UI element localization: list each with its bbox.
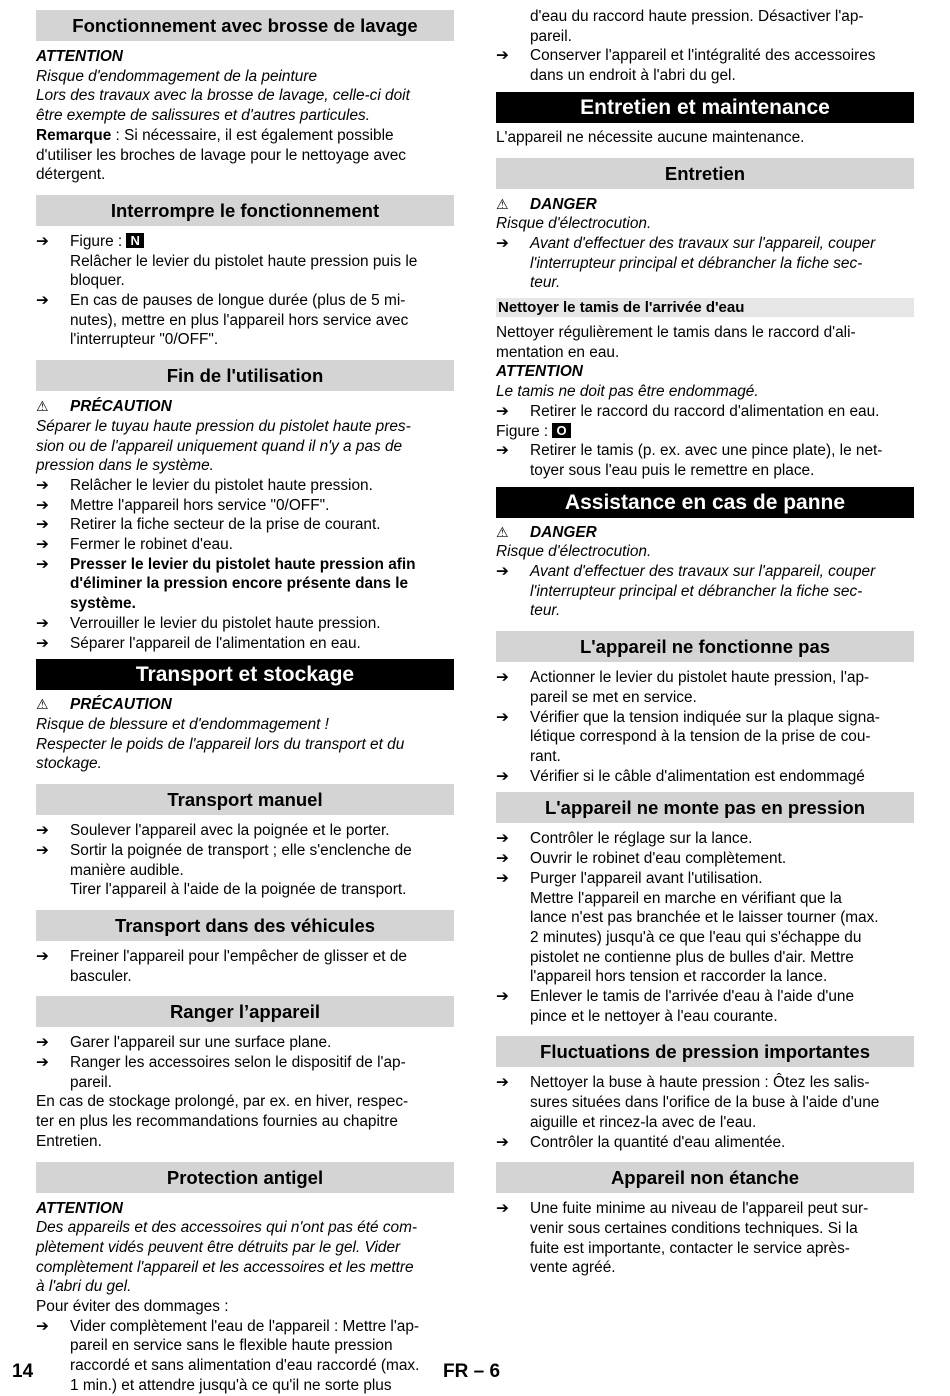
- figure-reference: Figure : O: [496, 422, 914, 442]
- body-text: ter en plus les recommandations fournies au chapitre: [36, 1113, 398, 1131]
- list-item: ➔ Freiner l'appareil pour l'empêcher de glisser et de basculer.: [36, 947, 407, 985]
- arrow-icon: ➔: [36, 822, 49, 840]
- warning-text: être exempte de salissures et d'autres particules.: [36, 107, 371, 125]
- arrow-icon: ➔: [36, 1034, 49, 1052]
- section-heading-ne-fonctionne: L'appareil ne fonctionne pas: [496, 631, 914, 662]
- arrow-icon: ➔: [36, 292, 49, 310]
- warning-icon: ⚠: [36, 696, 49, 713]
- caution-label: ⚠ PRÉCAUTION: [36, 696, 172, 714]
- arrow-icon: ➔: [496, 47, 509, 65]
- list-item: ➔ Relâcher le levier du pistolet haute pression.: [36, 476, 373, 494]
- section-heading-entretien: Entretien: [496, 158, 914, 189]
- arrow-icon: ➔: [496, 669, 509, 687]
- section-heading-pression: L'appareil ne monte pas en pression: [496, 792, 914, 823]
- attention-label: ATTENTION: [36, 1199, 123, 1217]
- list-item: ➔ Presser le levier du pistolet haute pression afin d'éliminer la pression encore présente dans le système.: [36, 555, 416, 613]
- warning-text: Des appareils et des accessoires qui n'ont pas été com-: [36, 1219, 418, 1237]
- warning-text: Séparer le tuyau haute pression du pistolet haute pres-: [36, 417, 411, 435]
- arrow-icon: ➔: [496, 234, 509, 252]
- body-text: En cas de stockage prolongé, par ex. en hiver, respec-: [36, 1093, 409, 1111]
- warning-text: Risque d'électrocution.: [496, 215, 652, 233]
- warning-icon: ⚠: [496, 523, 509, 540]
- list-item: ➔ Ranger les accessoires selon le dispositif de l'ap- pareil.: [36, 1054, 406, 1091]
- arrow-icon: ➔: [36, 947, 49, 965]
- chapter-heading-panne: Assistance en cas de panne: [496, 487, 914, 518]
- list-item: ➔ Retirer le raccord du raccord d'alimentation en eau.: [496, 402, 880, 420]
- list-item: ➔ Verrouiller le levier du pistolet haute pression.: [36, 614, 381, 632]
- section-heading-antigel: Protection antigel: [36, 1162, 454, 1193]
- warning-icon: ⚠: [36, 398, 49, 415]
- body-text: L'appareil ne nécessite aucune maintenance.: [496, 128, 805, 146]
- list-item: ➔ Ouvrir le robinet d'eau complètement.: [496, 850, 787, 868]
- warning-text: pression dans le système.: [36, 457, 214, 475]
- list-item: ➔ Nettoyer la buse à haute pression : Ôtez les salis- sures situées dans l'orifice de la buse à l'aide d'une aiguille et rincez-la avec de l'eau.: [496, 1074, 880, 1131]
- arrow-icon: ➔: [36, 516, 49, 534]
- section-heading-fluctuations: Fluctuations de pression importantes: [496, 1036, 914, 1067]
- danger-label: ⚠ DANGER: [496, 523, 597, 541]
- list-item: ➔ Vérifier que la tension indiquée sur la plaque signa- létique correspond à la tension de la prise de cou- rant.: [496, 708, 880, 765]
- warning-text: sion ou de l'appareil uniquement quand il n'y a pas de: [36, 437, 403, 455]
- section-heading-etanche: Appareil non étanche: [496, 1162, 914, 1193]
- list-item: ➔ Retirer le tamis (p. ex. avec une pince plate), le net- toyer sous l'eau puis le remettre en place.: [496, 442, 883, 479]
- arrow-icon: ➔: [496, 1133, 509, 1151]
- warning-text: stockage.: [36, 755, 102, 773]
- section-heading-manuel: Transport manuel: [36, 784, 454, 815]
- page-number: 14: [12, 1361, 34, 1382]
- section-heading-brosse: Fonctionnement avec brosse de lavage: [36, 10, 454, 41]
- arrow-icon: ➔: [496, 1074, 509, 1092]
- list-item: ➔ Une fuite minime au niveau de l'appareil peut sur- venir sous certaines conditions techniques. Si la fuite est importante, contacter le service après- vente agréé.: [496, 1200, 869, 1277]
- section-heading-ranger: Ranger l’appareil: [36, 996, 454, 1027]
- arrow-icon: ➔: [36, 1054, 49, 1072]
- left-column: [36, 10, 454, 1396]
- section-heading-vehicules: Transport dans des véhicules: [36, 910, 454, 941]
- arrow-icon: ➔: [496, 767, 509, 785]
- list-item: ➔ Séparer l'appareil de l'alimentation en eau.: [36, 634, 361, 652]
- arrow-icon: ➔: [36, 232, 49, 250]
- list-item: ➔ Conserver l'appareil et l'intégralité des accessoires dans un endroit à l'abri du gel.: [496, 47, 876, 85]
- section-heading-fin: Fin de l'utilisation: [36, 360, 454, 391]
- figure-key: O: [552, 423, 570, 438]
- arrow-icon: ➔: [36, 634, 49, 652]
- list-item: ➔ Purger l'appareil avant l'utilisation. Mettre l'appareil en marche en vérifiant que la lance n'est pas branchée et le laisser tourner (max. 2 minutes) jusqu'à ce que l'eau qui s'échappe du pistolet ne contienne plus de bulles d'air. Mettre l'appareil hors tension et raccorder la lance.: [496, 869, 879, 986]
- arrow-icon: ➔: [36, 614, 49, 632]
- remark-label: Remarque: [36, 126, 112, 144]
- warning-text: plètement vidés peuvent être détruits par le gel. Vider: [36, 1238, 401, 1256]
- caution-label: ⚠ PRÉCAUTION: [36, 398, 172, 416]
- list-item: ➔ Retirer la fiche secteur de la prise de courant.: [36, 516, 381, 534]
- arrow-icon: ➔: [496, 988, 509, 1006]
- warning-text: complètement l'appareil et les accessoires et les mettre: [36, 1258, 414, 1276]
- arrow-icon: ➔: [496, 1200, 509, 1218]
- subsection-heading-tamis: Nettoyer le tamis de l'arrivée d'eau: [496, 298, 914, 317]
- list-item: ➔ Vider complètement l'eau de l'appareil : Mettre l'ap- pareil en service sans le flexible haute pression raccordé et sans alimentation d'eau raccordé (max. 1 min.) et attendre jusqu'à ce qu'il ne sorte plus: [36, 1317, 420, 1394]
- list-item: ➔ En cas de pauses de longue durée (plus de 5 mi- nutes), mettre en plus l'appareil hors service avec l'interrupteur "0/OFF".: [36, 292, 409, 349]
- attention-label: ATTENTION: [36, 48, 123, 65]
- arrow-icon: ➔: [36, 476, 49, 494]
- body-text: Entretien.: [36, 1132, 102, 1150]
- warning-text: Le tamis ne doit pas être endommagé.: [496, 383, 759, 401]
- arrow-icon: ➔: [36, 841, 49, 859]
- warning-text: Risque de blessure et d'endommagement !: [36, 715, 329, 733]
- body-text: mentation en eau.: [496, 343, 620, 361]
- arrow-icon: ➔: [496, 869, 509, 887]
- warning-text: Risque d'électrocution.: [496, 543, 652, 561]
- list-item: ➔ Sortir la poignée de transport ; elle s'enclenche de manière audible. Tirer l'appareil à l'aide de la poignée de transport.: [36, 841, 412, 899]
- arrow-icon: ➔: [496, 708, 509, 726]
- page-code: FR – 6: [443, 1361, 501, 1382]
- list-item: ➔ Vérifier si le câble d'alimentation est endommagé: [496, 767, 865, 785]
- attention-label: ATTENTION: [496, 363, 583, 381]
- body-text: détergent.: [36, 166, 106, 184]
- warning-text: Lors des travaux avec la brosse de lavage, celle-ci doit: [36, 87, 410, 105]
- figure-label: Figure :: [70, 232, 127, 250]
- arrow-icon: ➔: [496, 830, 509, 848]
- warning-text: à l'abri du gel.: [36, 1278, 132, 1296]
- chapter-heading-maintenance: Entretien et maintenance: [496, 92, 914, 123]
- body-text: Nettoyer régulièrement le tamis dans le raccord d'ali-: [496, 324, 856, 342]
- list-item: ➔ Avant d'effectuer des travaux sur l'appareil, couper l'interrupteur principal et débrancher la fiche sec- teur.: [496, 563, 876, 620]
- figure-key: N: [126, 233, 143, 248]
- warning-text: Respecter le poids de l'appareil lors du transport et du: [36, 735, 405, 753]
- chapter-heading-transport: Transport et stockage: [36, 659, 454, 690]
- warning-text: Risque d'endommagement de la peinture: [36, 67, 317, 85]
- danger-label: ⚠ DANGER: [496, 195, 597, 213]
- list-item-continued: d'eau du raccord haute pression. Désactiver l'ap- pareil.: [530, 8, 864, 45]
- list-item: ➔ Mettre l'appareil hors service "0/OFF".: [36, 496, 330, 514]
- list-item: ➔ Contrôler la quantité d'eau alimentée.: [496, 1133, 786, 1151]
- section-heading-interrompre: Interrompre le fonctionnement: [36, 195, 454, 226]
- right-column: [496, 7, 914, 1278]
- list-item: ➔ Fermer le robinet d'eau.: [36, 536, 233, 554]
- body-text: Pour éviter des dommages :: [36, 1298, 229, 1316]
- warning-icon: ⚠: [496, 195, 509, 212]
- arrow-icon: ➔: [36, 1317, 49, 1335]
- arrow-icon: ➔: [36, 496, 49, 514]
- arrow-icon: ➔: [36, 536, 49, 554]
- list-item: ➔ Contrôler le réglage sur la lance.: [496, 830, 753, 848]
- list-item: ➔ Soulever l'appareil avec la poignée et le porter.: [36, 822, 390, 840]
- arrow-icon: ➔: [496, 563, 509, 581]
- arrow-icon: ➔: [496, 402, 509, 420]
- list-item: ➔ Enlever le tamis de l'arrivée d'eau à l'aide d'une pince et le nettoyer à l'eau courante.: [496, 988, 855, 1025]
- list-item: ➔ Figure : N Relâcher le levier du pistolet haute pression puis le bloquer.: [36, 232, 418, 290]
- list-item: ➔ Actionner le levier du pistolet haute pression, l'ap- pareil se met en service.: [496, 669, 870, 706]
- arrow-icon: ➔: [496, 442, 509, 460]
- list-item: ➔ Garer l'appareil sur une surface plane.: [36, 1034, 332, 1052]
- remark-text: Remarque : Si nécessaire, il est également possible: [36, 126, 394, 144]
- arrow-icon: ➔: [36, 555, 49, 573]
- list-item: ➔ Avant d'effectuer des travaux sur l'appareil, couper l'interrupteur principal et débrancher la fiche sec- teur.: [496, 234, 876, 292]
- arrow-icon: ➔: [496, 850, 509, 868]
- body-text: d'utiliser les broches de lavage pour le nettoyage avec: [36, 146, 406, 164]
